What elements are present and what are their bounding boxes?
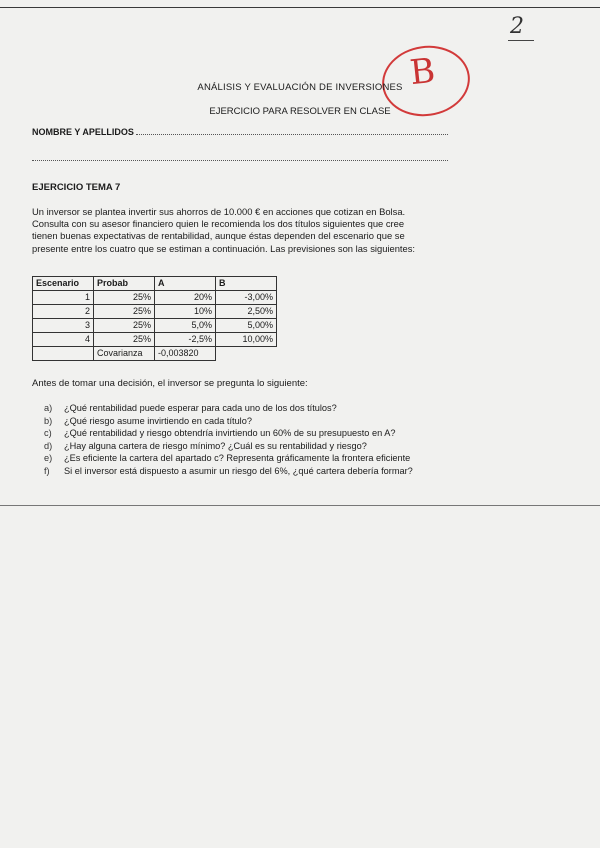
table-row <box>33 305 277 319</box>
list-item <box>44 452 413 465</box>
table-cell: 25% <box>94 319 155 333</box>
covariance-label: Covarianza <box>94 347 155 361</box>
table-cell: 5,0% <box>155 319 216 333</box>
header-probab: Probab <box>94 277 155 291</box>
question-letter: f) <box>44 465 50 476</box>
list-item <box>44 402 413 415</box>
table-cell-empty <box>33 347 94 361</box>
table-header-row <box>33 277 277 291</box>
question-text: ¿Qué rentabilidad y riesgo obtendría invirtiendo un 60% de su presupuesto en A? <box>64 428 396 439</box>
document-subtitle: EJERCICIO PARA RESOLVER EN CLASE <box>209 106 391 117</box>
question-letter: c) <box>44 428 52 439</box>
question-letter: e) <box>44 453 53 464</box>
question-letter: a) <box>44 403 53 413</box>
header-b: B <box>216 277 277 291</box>
handwritten-grade: B <box>407 50 438 94</box>
table-cell: -3,00% <box>216 291 277 305</box>
page-break-rule <box>0 505 600 506</box>
table-row <box>33 319 277 333</box>
intro-line: presente entre los cuatro que se estiman a continuación. Las previsiones son las siguientes: <box>32 242 416 254</box>
name-label: NOMBRE Y APELLIDOS <box>32 127 134 137</box>
table-cell: 4 <box>33 333 94 347</box>
table-cell: 1 <box>33 291 94 305</box>
table-cell: 3 <box>33 319 94 333</box>
list-item <box>44 465 413 478</box>
intro-line: Un inversor se plantea invertir sus ahorros de 10.000 € en acciones que cotizan en Bolsa. <box>32 206 406 217</box>
covariance-row <box>33 347 277 361</box>
question-text: ¿Qué riesgo asume invirtiendo en cada título? <box>64 415 252 426</box>
table-cell: 25% <box>94 291 155 305</box>
intro-line: tienen buenas expectativas de rentabilidad, aunque éstas dependen del escenario que se <box>32 230 405 242</box>
header-escenario: Escenario <box>33 277 94 291</box>
table-cell: -2,5% <box>155 333 216 347</box>
table-cell: 20% <box>155 291 216 305</box>
questions-list <box>44 402 413 478</box>
page-number-underline <box>508 40 534 41</box>
question-text: ¿Qué rentabilidad puede esperar para cada uno de los dos títulos? <box>64 403 337 413</box>
questions-intro: Antes de tomar una decisión, el inversor se pregunta lo siguiente: <box>32 378 308 389</box>
top-rule <box>0 7 600 8</box>
table-row <box>33 291 277 305</box>
exercise-title: EJERCICIO TEMA 7 <box>32 182 121 193</box>
table-cell-empty <box>216 347 277 361</box>
scenario-table <box>32 276 277 361</box>
table-cell: 2,50% <box>216 305 277 319</box>
intro-paragraph <box>32 206 462 255</box>
header-a: A <box>155 277 216 291</box>
table-cell: 5,00% <box>216 319 277 333</box>
list-item <box>44 427 413 440</box>
table-row <box>33 333 277 347</box>
intro-line: Consulta con su asesor financiero quien le recomienda los dos títulos siguientes que cree <box>32 218 405 230</box>
question-letter: b) <box>44 415 53 426</box>
question-text: ¿Hay alguna cartera de riesgo mínimo? ¿Cuál es su rentabilidad y riesgo? <box>64 440 367 451</box>
table-cell: 2 <box>33 305 94 319</box>
handwritten-page-number: 2 <box>510 14 524 39</box>
document-title: ANÁLISIS Y EVALUACIÓN DE INVERSIONES <box>197 82 403 93</box>
question-text: Si el inversor está dispuesto a asumir un riesgo del 6%, ¿qué cartera debería formar? <box>64 465 413 476</box>
list-item <box>44 440 413 453</box>
name-dotted-line-2 <box>32 160 448 161</box>
name-dotted-line <box>136 134 448 135</box>
question-text: ¿Es eficiente la cartera del apartado c? Representa gráficamente la frontera eficiente <box>64 453 411 464</box>
table-cell: 10% <box>155 305 216 319</box>
table-cell: 25% <box>94 305 155 319</box>
covariance-value: -0,003820 <box>155 347 216 361</box>
table-cell: 25% <box>94 333 155 347</box>
list-item <box>44 415 413 428</box>
question-letter: d) <box>44 440 53 451</box>
table-cell: 10,00% <box>216 333 277 347</box>
